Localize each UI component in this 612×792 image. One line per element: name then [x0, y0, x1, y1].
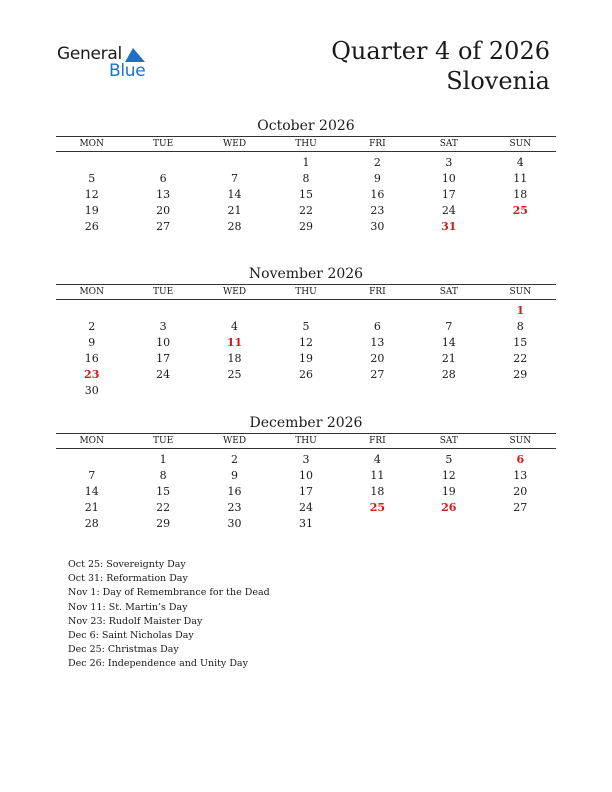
month-october [56, 116, 556, 234]
day-cell: 25 [369, 500, 386, 514]
day-cell [413, 515, 484, 531]
day-cell: 9 [373, 171, 381, 185]
day-cell: 21 [84, 500, 99, 514]
week-row [56, 515, 556, 531]
day-cell: 3 [159, 319, 167, 333]
day-cell: 11 [370, 468, 385, 482]
weekday-header: TUE [127, 137, 198, 152]
day-cell: 13 [370, 335, 385, 349]
day-cell [56, 152, 127, 171]
day-cell: 16 [370, 187, 385, 201]
day-cell: 17 [156, 351, 171, 365]
week-row [56, 449, 556, 468]
day-cell: 15 [298, 187, 313, 201]
day-cell: 7 [88, 468, 96, 482]
day-cell: 16 [227, 484, 242, 498]
weekday-header: SAT [413, 434, 484, 449]
day-cell: 26 [298, 367, 313, 381]
day-cell: 23 [370, 203, 385, 217]
holiday-list [68, 558, 270, 672]
day-cell: 10 [441, 171, 456, 185]
day-cell: 26 [441, 500, 457, 514]
month-title: November 2026 [248, 266, 364, 282]
day-cell: 9 [231, 468, 239, 482]
weekday-header: TUE [127, 285, 198, 300]
week-row [56, 350, 556, 366]
day-cell: 3 [445, 155, 453, 169]
day-cell: 28 [84, 516, 99, 530]
day-cell: 20 [370, 351, 385, 365]
holiday-item: Nov 11: St. Martin’s Day [68, 601, 188, 613]
day-cell [199, 152, 270, 171]
holiday-item: Nov 23: Rudolf Maister Day [68, 615, 203, 627]
month-grid [56, 284, 556, 398]
week-row [56, 382, 556, 398]
day-cell [485, 382, 556, 398]
day-cell: 22 [156, 500, 171, 514]
holiday-item: Dec 26: Independence and Unity Day [68, 658, 248, 670]
title-country: Slovenia [446, 67, 550, 95]
day-cell [413, 300, 484, 319]
day-cell: 14 [227, 187, 242, 201]
day-cell: 13 [156, 187, 171, 201]
day-cell: 15 [156, 484, 171, 498]
logo-general-text: General [57, 44, 122, 64]
day-cell: 25 [227, 367, 242, 381]
day-cell [199, 300, 270, 319]
day-cell: 1 [159, 452, 167, 466]
day-cell: 17 [298, 484, 313, 498]
day-cell: 5 [445, 452, 453, 466]
week-row [56, 152, 556, 171]
week-row [56, 483, 556, 499]
day-cell: 29 [298, 219, 313, 233]
day-cell: 27 [513, 500, 528, 514]
day-cell: 15 [513, 335, 528, 349]
day-cell: 5 [88, 171, 96, 185]
weekday-header: SUN [485, 137, 556, 152]
day-cell: 27 [156, 219, 171, 233]
day-cell: 29 [513, 367, 528, 381]
month-title: October 2026 [257, 118, 355, 134]
day-cell [342, 300, 413, 319]
day-cell: 12 [441, 468, 456, 482]
day-cell: 18 [370, 484, 385, 498]
holiday-item: Dec 6: Saint Nicholas Day [68, 630, 194, 642]
week-row [56, 366, 556, 382]
day-cell: 12 [84, 187, 99, 201]
day-cell: 4 [516, 155, 524, 169]
month-grid [56, 433, 556, 531]
day-cell: 2 [88, 319, 96, 333]
day-cell: 17 [441, 187, 456, 201]
day-cell: 24 [441, 203, 456, 217]
week-row [56, 170, 556, 186]
holiday-item: Nov 1: Day of Remembrance for the Dead [68, 587, 270, 599]
week-row [56, 467, 556, 483]
weekday-header: FRI [342, 137, 413, 152]
day-cell [342, 382, 413, 398]
weekday-header: SAT [413, 137, 484, 152]
logo-flag-icon [125, 48, 145, 62]
day-cell: 20 [513, 484, 528, 498]
month-title: December 2026 [249, 415, 363, 431]
week-row [56, 499, 556, 515]
day-cell: 10 [156, 335, 171, 349]
day-cell [342, 515, 413, 531]
weekday-header: FRI [342, 434, 413, 449]
day-cell [56, 449, 127, 468]
day-cell: 4 [373, 452, 381, 466]
day-cell [127, 382, 198, 398]
day-cell [127, 152, 198, 171]
weekday-header: THU [270, 285, 341, 300]
day-cell [56, 300, 127, 319]
month-december [56, 413, 556, 531]
day-cell: 11 [513, 171, 528, 185]
day-cell: 19 [441, 484, 456, 498]
day-cell: 18 [513, 187, 528, 201]
day-cell: 22 [513, 351, 528, 365]
month-grid [56, 136, 556, 234]
weekday-header: THU [270, 137, 341, 152]
week-row [56, 300, 556, 319]
day-cell: 9 [88, 335, 96, 349]
day-cell: 30 [84, 383, 99, 397]
generalblue-logo [57, 44, 157, 84]
weekday-header: WED [199, 137, 270, 152]
day-cell: 27 [370, 367, 385, 381]
month-november [56, 264, 556, 398]
day-cell [270, 382, 341, 398]
day-cell: 6 [373, 319, 381, 333]
day-cell: 30 [370, 219, 385, 233]
day-cell: 3 [302, 452, 310, 466]
day-cell: 8 [516, 319, 524, 333]
day-cell: 4 [231, 319, 239, 333]
day-cell: 18 [227, 351, 242, 365]
day-cell: 11 [226, 335, 243, 349]
day-cell: 24 [156, 367, 171, 381]
day-cell: 20 [156, 203, 171, 217]
week-row [56, 218, 556, 234]
day-cell [413, 382, 484, 398]
day-cell: 8 [159, 468, 167, 482]
title-quarter: Quarter 4 of 2026 [331, 37, 550, 65]
day-cell: 12 [298, 335, 313, 349]
day-cell: 23 [227, 500, 242, 514]
day-cell: 1 [516, 303, 525, 317]
day-cell [485, 218, 556, 234]
weekday-header: WED [199, 434, 270, 449]
weekday-header: SUN [485, 434, 556, 449]
weekday-header: MON [56, 434, 127, 449]
day-cell: 14 [441, 335, 456, 349]
holiday-item: Dec 25: Christmas Day [68, 644, 179, 656]
day-cell: 13 [513, 468, 528, 482]
day-cell: 26 [84, 219, 99, 233]
weekday-header: SUN [485, 285, 556, 300]
day-cell: 28 [441, 367, 456, 381]
day-cell [485, 515, 556, 531]
weekday-header: SAT [413, 285, 484, 300]
day-cell: 19 [298, 351, 313, 365]
day-cell: 31 [441, 219, 457, 233]
day-cell: 22 [298, 203, 313, 217]
weekday-header: FRI [342, 285, 413, 300]
day-cell: 31 [298, 516, 313, 530]
week-row [56, 334, 556, 350]
day-cell: 21 [441, 351, 456, 365]
day-cell: 5 [302, 319, 310, 333]
day-cell: 29 [156, 516, 171, 530]
day-cell: 1 [302, 155, 310, 169]
logo-blue-text: Blue [109, 61, 146, 81]
day-cell: 8 [302, 171, 310, 185]
day-cell: 19 [84, 203, 99, 217]
day-cell: 23 [84, 367, 100, 381]
weekday-header: WED [199, 285, 270, 300]
week-row [56, 318, 556, 334]
day-cell: 7 [445, 319, 453, 333]
weekday-header: MON [56, 137, 127, 152]
day-cell: 10 [298, 468, 313, 482]
weekday-header: THU [270, 434, 341, 449]
day-cell: 30 [227, 516, 242, 530]
holiday-item: Oct 31: Reformation Day [68, 573, 188, 585]
day-cell: 24 [298, 500, 313, 514]
day-cell: 21 [227, 203, 242, 217]
day-cell: 25 [512, 203, 528, 217]
day-cell: 28 [227, 219, 242, 233]
day-cell [270, 300, 341, 319]
day-cell: 16 [84, 351, 99, 365]
weekday-header: MON [56, 285, 127, 300]
day-cell: 2 [373, 155, 381, 169]
week-row [56, 186, 556, 202]
day-cell: 14 [84, 484, 99, 498]
day-cell [127, 300, 198, 319]
holiday-item: Oct 25: Sovereignty Day [68, 559, 186, 570]
weekday-header: TUE [127, 434, 198, 449]
page-title [331, 36, 550, 96]
week-row [56, 202, 556, 218]
day-cell [199, 382, 270, 398]
day-cell: 6 [516, 452, 525, 466]
day-cell: 2 [231, 452, 239, 466]
day-cell: 6 [159, 171, 167, 185]
day-cell: 7 [231, 171, 239, 185]
